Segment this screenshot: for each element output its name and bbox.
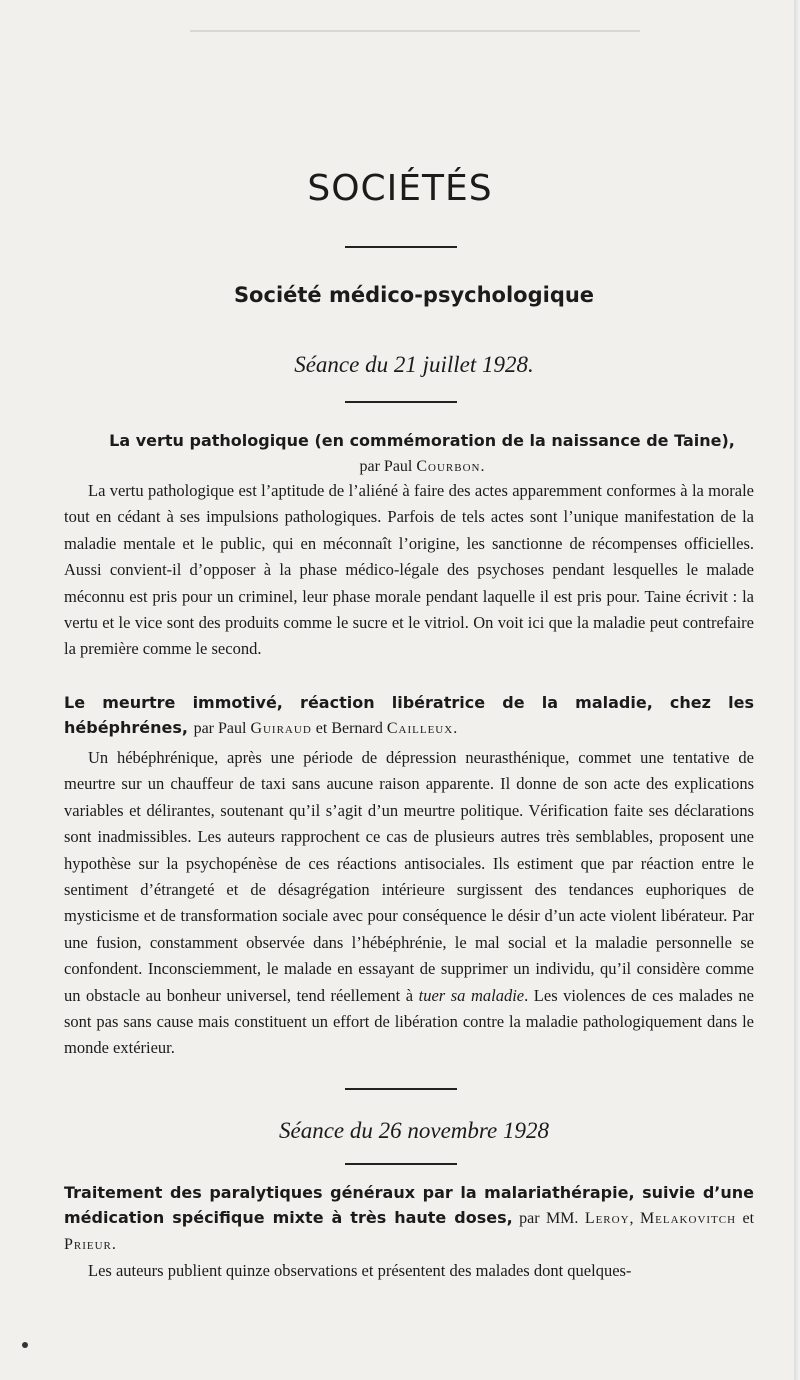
article-byline: par Paul Guiraud et Bernard Cailleux.: [193, 720, 458, 737]
divider: [345, 246, 457, 248]
divider: [345, 1088, 457, 1090]
article-1-title: [92, 428, 752, 479]
session-heading-2: Séance du 26 novembre 1928: [279, 1118, 549, 1143]
society-heading: Société médico-psychologique: [233, 283, 595, 307]
divider: [345, 401, 457, 403]
article-3-title: [64, 1180, 754, 1257]
article-1-body: La vertu pathologique est l’aptitude de l’aliéné à faire des actes apparemment conformes à la morale tout en cédant à ses impulsions pathologiques. Parfois de tels actes sont l’unique manifestation de la maladie mentale et le public, qui en méconnaît l’origine, les sanctionne de récompenses officielles. Aussi convient-il d’opposer à la phase médico-légale des psychoses pendant lesquelles le malade méconnu est pris pour un criminel, leur phase morale pendant laquelle il est pris pour. Taine écrivit : la vertu et le vice sont des produits comme le sucre et le vitriol. On voit ici que la maladie peut contrefaire la première comme le second.: [64, 481, 754, 659]
divider: [345, 1163, 457, 1165]
author-name: Melakovitch: [639, 1210, 737, 1227]
article-title-text: La vertu pathologique (en commémoration de la naissance de Taine),: [109, 431, 735, 450]
article-2-title: [64, 690, 754, 741]
article-2-body: Un hébéphrénique, après une période de dépression neurasthénique, commet une tentative de meurtre sur un chauffeur de taxi sans aucune raison apparente. Il donne de son acte des explications variables et délirantes, soutenant qu’il s’agit d’un meurtre politique. Vérification faite ses déclarations sont inadmissibles. Les auteurs rapprochent ce cas de plusieurs autres très semblables, proposent une hypothèse sur la psychopénèse de ces réactions antisociales. Ils estiment que par réaction entre le sentiment d’étrangeté et de désagrégation intérieure surgissent des tendances euphoriques de mysticisme et de transformation sociale avec pour conséquence le désir d’un acte violent libérateur. Par une fusion, constamment observée dans l’hébéphrénie, le mal social et la maladie personnelle se confondent. Inconsciemment, le malade en essayant de supprimer un individu, qu’il considère comme un obstacle au bonheur universel, tend réellement à tuer sa maladie. Les violences de ces malades ne sont pas sans cause mais constituent un effort de libération contre la maladie pathologiquement dans le monde extérieur.: [64, 748, 754, 1058]
article-byline: par MM. Leroy, Melakovitch et Prieur.: [64, 1210, 755, 1253]
author-name: Prieur: [64, 1236, 112, 1253]
author-name: Courbon: [416, 458, 481, 475]
ink-speck: [22, 1342, 28, 1348]
article-byline: par Paul Courbon.: [359, 458, 485, 475]
author-name: Guiraud: [250, 720, 312, 737]
session-heading-1: Séance du 21 juillet 1928.: [294, 352, 534, 377]
article-title-text: Traitement des paralytiques généraux par la malariathérapie, suivie d’une médication spécifique mixte à très haute doses,: [64, 1183, 754, 1227]
emphasis-text: tuer sa maladie: [418, 985, 525, 1005]
bleed-through-line: [190, 30, 640, 32]
page-title: SOCIÉTÉS: [307, 168, 493, 209]
article-title-text: Le meurtre immotivé, réaction libératrice de la maladie, chez les hébéphrénes,: [64, 693, 754, 737]
author-name: Cailleux: [386, 720, 454, 737]
article-3-body: Les auteurs publient quinze observations et présentent des malades dont quelques-: [88, 1261, 632, 1280]
author-name: Leroy: [584, 1210, 630, 1227]
